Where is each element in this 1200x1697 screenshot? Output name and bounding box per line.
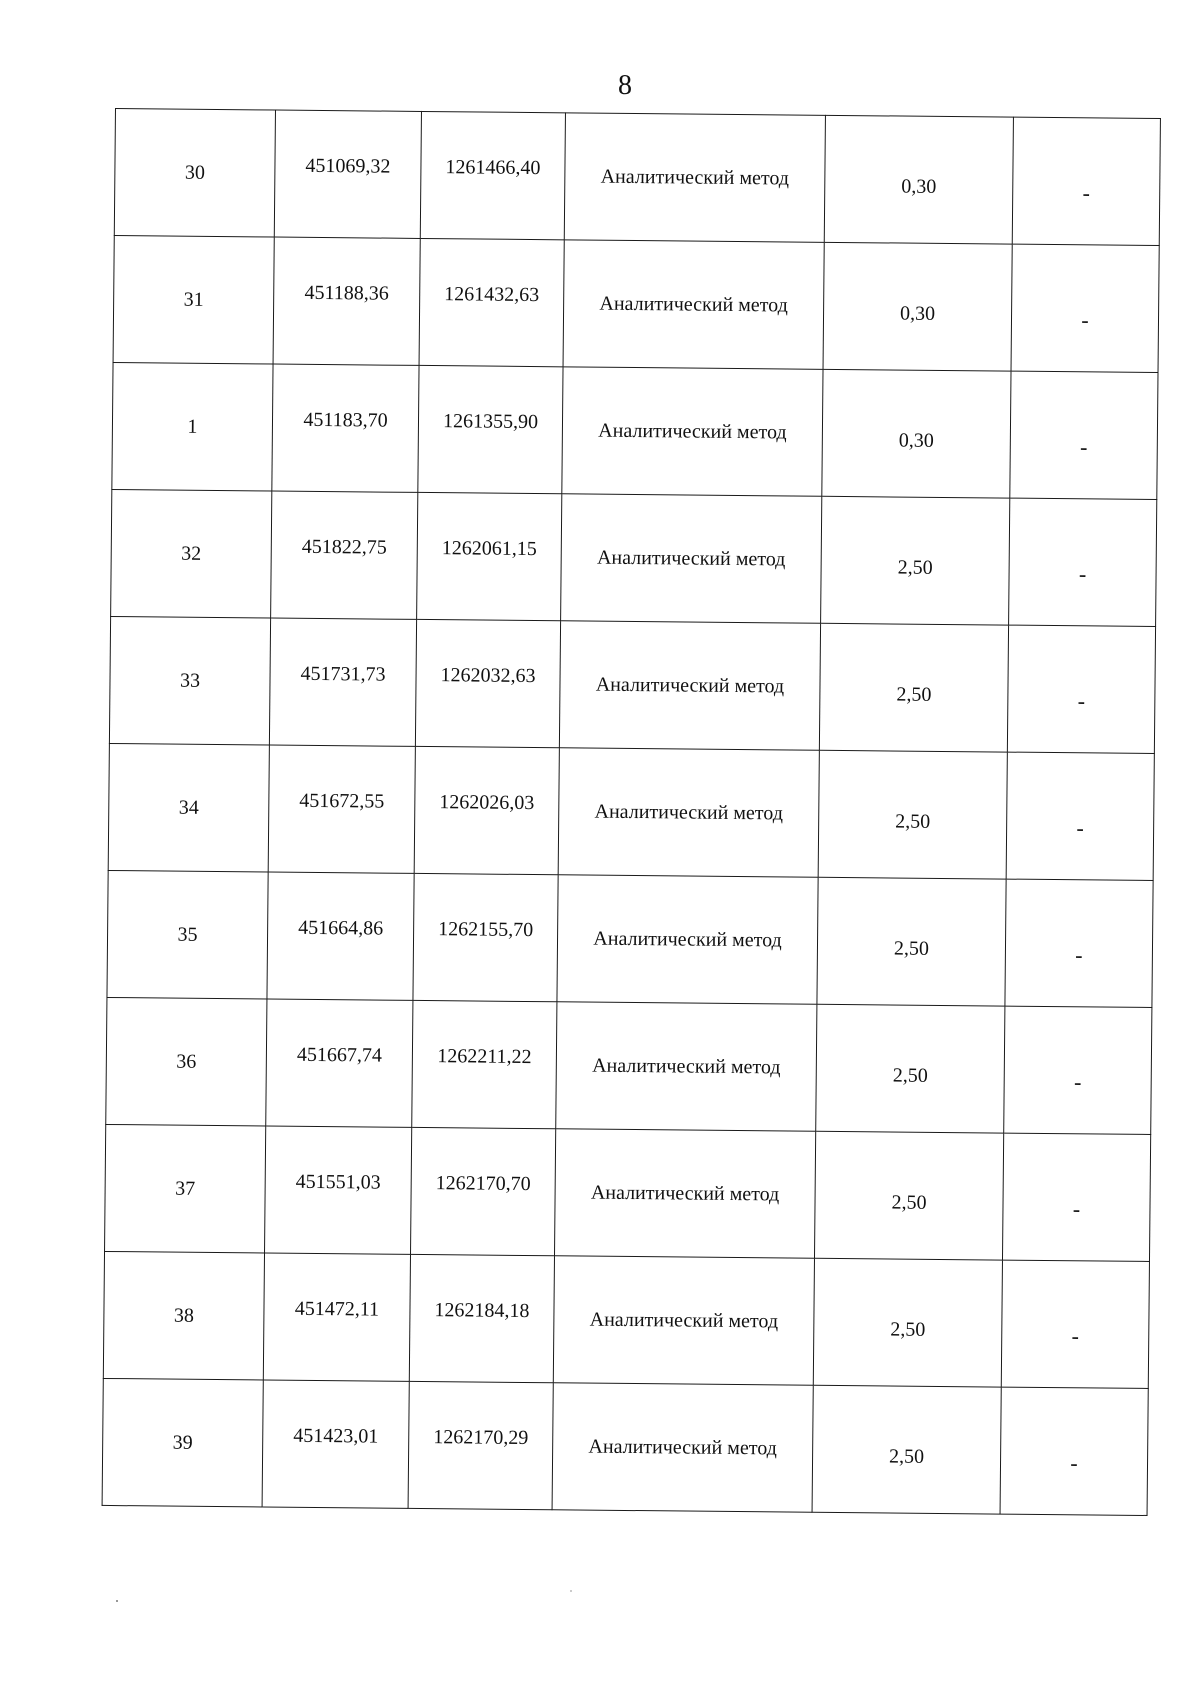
method-cell xyxy=(557,875,818,1004)
y-coordinate-cell xyxy=(420,111,565,239)
point-number-cell xyxy=(107,870,268,999)
coordinates-table xyxy=(102,108,1161,1516)
y-coordinate: 1261355,90 xyxy=(442,409,539,433)
y-coordinate: 1261432,63 xyxy=(444,282,540,306)
point-number-cell xyxy=(111,489,272,618)
x-coordinate: 451188,36 xyxy=(304,281,389,305)
method-text: Аналитический метод xyxy=(588,1435,777,1459)
point-number: 31 xyxy=(183,288,204,311)
y-coordinate-cell xyxy=(408,1381,553,1509)
point-number: 36 xyxy=(176,1050,197,1073)
x-coordinate: 451731,73 xyxy=(300,662,386,686)
table-row xyxy=(103,1251,1149,1388)
point-number-cell xyxy=(105,1124,266,1253)
x-coordinate: 451183,70 xyxy=(303,408,388,432)
note-cell xyxy=(1001,1260,1149,1388)
method-cell xyxy=(556,1002,817,1131)
table-row xyxy=(111,489,1157,626)
point-number-cell xyxy=(113,235,274,364)
note-dash: - xyxy=(1077,688,1086,714)
table-row xyxy=(114,109,1160,246)
x-coordinate: 451667,74 xyxy=(296,1043,383,1067)
x-coordinate: 451551,03 xyxy=(295,1170,381,1194)
method-cell xyxy=(564,113,825,242)
point-number: 32 xyxy=(181,542,202,565)
note-dash: - xyxy=(1078,561,1087,587)
method-text: Аналитический метод xyxy=(600,165,790,189)
accuracy-cell xyxy=(819,623,1008,752)
note-cell xyxy=(1000,1387,1148,1515)
accuracy-cell xyxy=(824,115,1013,244)
method-cell xyxy=(555,1129,816,1258)
method-cell xyxy=(563,240,824,369)
y-coordinate: 1261466,40 xyxy=(445,155,541,179)
y-coordinate: 1262184,18 xyxy=(434,1298,530,1322)
method-cell xyxy=(558,748,819,877)
method-text: Аналитический метод xyxy=(592,1054,781,1078)
x-coordinate: 451472,11 xyxy=(294,1297,380,1321)
table-row xyxy=(108,743,1154,880)
y-coordinate: 1262170,70 xyxy=(435,1171,531,1195)
x-coordinate-cell xyxy=(262,1380,409,1508)
y-coordinate-cell xyxy=(415,619,560,747)
accuracy-value: 2,50 xyxy=(888,1444,925,1468)
accuracy-value: 2,50 xyxy=(895,810,931,833)
method-text: Аналитический метод xyxy=(589,1308,779,1332)
accuracy-cell xyxy=(816,1004,1005,1133)
y-coordinate: 1262032,63 xyxy=(440,663,536,687)
x-coordinate-cell xyxy=(263,1253,410,1381)
method-cell xyxy=(562,367,823,496)
point-number-cell xyxy=(102,1378,263,1507)
note-cell xyxy=(1004,1006,1152,1134)
accuracy-value: 2,50 xyxy=(891,1191,927,1214)
y-coordinate-cell xyxy=(417,492,562,620)
table-row xyxy=(105,1124,1151,1261)
note-dash: - xyxy=(1076,815,1084,841)
table-row xyxy=(113,235,1159,372)
accuracy-value: 0,30 xyxy=(901,175,937,198)
x-coordinate: 451423,01 xyxy=(293,1424,379,1448)
y-coordinate-cell xyxy=(414,746,559,874)
accuracy-value: 2,50 xyxy=(897,556,933,579)
accuracy-value: 0,30 xyxy=(899,302,936,325)
x-coordinate-cell xyxy=(269,618,416,746)
y-coordinate: 1262170,29 xyxy=(433,1425,529,1449)
table-row xyxy=(109,616,1155,753)
point-number: 39 xyxy=(172,1431,193,1454)
accuracy-value: 2,50 xyxy=(893,937,930,960)
y-coordinate-cell xyxy=(412,1000,557,1128)
accuracy-cell xyxy=(823,242,1012,371)
note-dash: - xyxy=(1070,1450,1078,1476)
y-coordinate: 1262155,70 xyxy=(438,917,534,941)
accuracy-cell xyxy=(812,1385,1001,1514)
note-cell xyxy=(1007,625,1155,753)
method-cell xyxy=(561,494,822,623)
y-coordinate-cell xyxy=(413,873,558,1001)
accuracy-cell xyxy=(813,1258,1002,1387)
point-number: 38 xyxy=(173,1304,195,1327)
note-cell xyxy=(1011,244,1159,372)
note-dash: - xyxy=(1071,1323,1080,1349)
point-number-cell xyxy=(109,616,270,745)
y-coordinate-cell xyxy=(409,1254,554,1382)
method-cell xyxy=(553,1256,814,1385)
table-row xyxy=(107,870,1153,1007)
scan-speck xyxy=(116,1600,118,1602)
y-coordinate: 1262211,22 xyxy=(437,1044,532,1068)
note-cell xyxy=(1010,371,1158,499)
method-text: Аналитический метод xyxy=(599,292,788,316)
point-number-cell xyxy=(112,362,273,491)
accuracy-value: 2,50 xyxy=(892,1064,928,1087)
x-coordinate-cell xyxy=(265,1126,412,1254)
y-coordinate-cell xyxy=(411,1127,556,1255)
y-coordinate: 1262061,15 xyxy=(441,536,537,560)
point-number: 37 xyxy=(175,1177,196,1200)
note-cell xyxy=(1012,117,1160,245)
scan-speck xyxy=(570,1590,572,1592)
accuracy-value: 2,50 xyxy=(896,683,932,706)
x-coordinate-cell xyxy=(266,999,413,1127)
x-coordinate-cell xyxy=(268,745,415,873)
point-number: 1 xyxy=(187,415,198,438)
y-coordinate-cell xyxy=(419,238,564,366)
accuracy-cell xyxy=(822,369,1011,498)
method-cell xyxy=(559,621,820,750)
y-coordinate-cell xyxy=(418,365,563,493)
note-cell xyxy=(1005,879,1153,1007)
accuracy-value: 0,30 xyxy=(898,429,934,452)
x-coordinate: 451672,55 xyxy=(299,789,385,813)
note-dash: - xyxy=(1081,307,1089,333)
accuracy-cell xyxy=(821,496,1010,625)
page-number: 8 xyxy=(618,70,632,101)
point-number: 35 xyxy=(177,923,198,946)
table-row xyxy=(112,362,1158,499)
method-text: Аналитический метод xyxy=(594,800,784,824)
x-coordinate: 451822,75 xyxy=(301,535,387,559)
x-coordinate-cell xyxy=(274,110,421,238)
coordinates-table-body xyxy=(102,109,1160,1516)
x-coordinate-cell xyxy=(272,364,419,492)
method-text: Аналитический метод xyxy=(596,546,786,570)
note-cell xyxy=(1009,498,1157,626)
x-coordinate-cell xyxy=(271,491,418,619)
note-cell xyxy=(1002,1133,1150,1261)
point-number: 33 xyxy=(179,669,201,692)
note-dash: - xyxy=(1082,180,1091,206)
method-text: Аналитический метод xyxy=(595,673,785,697)
accuracy-cell xyxy=(817,877,1006,1006)
note-dash: - xyxy=(1072,1196,1081,1222)
point-number: 30 xyxy=(184,161,205,184)
accuracy-cell xyxy=(814,1131,1003,1260)
point-number-cell xyxy=(114,109,275,238)
point-number-cell xyxy=(108,743,269,872)
note-dash: - xyxy=(1075,942,1083,968)
x-coordinate-cell xyxy=(267,872,414,1000)
point-number-cell xyxy=(106,997,267,1126)
table-row xyxy=(106,997,1152,1134)
method-cell xyxy=(552,1383,813,1512)
accuracy-value: 2,50 xyxy=(890,1317,926,1341)
note-dash: - xyxy=(1080,434,1088,460)
x-coordinate-cell xyxy=(273,237,420,365)
x-coordinate: 451664,86 xyxy=(298,916,384,940)
note-cell xyxy=(1006,752,1154,880)
y-coordinate: 1262026,03 xyxy=(439,790,535,814)
accuracy-cell xyxy=(818,750,1007,879)
point-number: 34 xyxy=(178,796,199,819)
method-text: Аналитический метод xyxy=(590,1181,780,1205)
table-row xyxy=(102,1378,1148,1515)
point-number-cell xyxy=(103,1251,264,1380)
x-coordinate: 451069,32 xyxy=(305,154,391,178)
method-text: Аналитический метод xyxy=(598,419,787,443)
method-text: Аналитический метод xyxy=(593,927,782,951)
note-dash: - xyxy=(1073,1069,1082,1095)
